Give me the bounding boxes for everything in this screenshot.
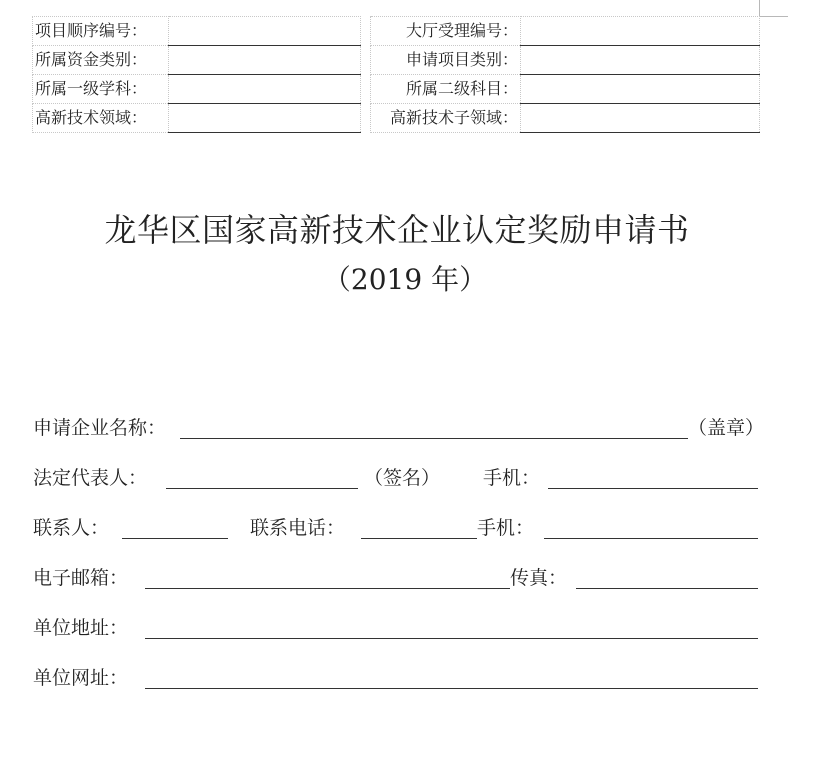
table-row: [33, 46, 760, 75]
page-corner-mark-vertical: [759, 0, 760, 16]
project-category-field[interactable]: [521, 46, 760, 75]
contact-person-field[interactable]: [122, 538, 228, 539]
hitech-domain-label: 高新技术领域：: [33, 104, 169, 133]
project-info-table: [32, 16, 760, 133]
table-row: [33, 75, 760, 104]
contact-person-label: 联系人：: [33, 517, 110, 539]
table-row: [33, 104, 760, 133]
fax-field[interactable]: [576, 588, 758, 589]
hall-acceptance-number-label: 大厅受理编号：: [371, 17, 521, 46]
signature-note: （签名）: [364, 467, 441, 489]
legal-rep-mobile-field[interactable]: [548, 488, 758, 489]
fund-category-field[interactable]: [169, 46, 361, 75]
website-label: 单位网址：: [33, 667, 129, 689]
hitech-subdomain-label: 高新技术子领域：: [371, 104, 521, 133]
address-field[interactable]: [145, 638, 758, 639]
contact-phone-field[interactable]: [361, 538, 477, 539]
project-seq-number-field[interactable]: [169, 17, 361, 46]
table-row: [33, 17, 760, 46]
company-name-field[interactable]: [180, 438, 688, 439]
hall-acceptance-number-field[interactable]: [521, 17, 760, 46]
company-name-label: 申请企业名称：: [33, 417, 167, 439]
contact-mobile-label: 手机：: [477, 517, 535, 539]
secondary-subject-field[interactable]: [521, 75, 760, 104]
primary-discipline-label: 所属一级学科：: [33, 75, 169, 104]
fax-label: 传真：: [510, 567, 568, 589]
project-category-label: 申请项目类别：: [371, 46, 521, 75]
seal-note: （盖章）: [688, 417, 765, 439]
secondary-subject-label: 所属二级科目：: [371, 75, 521, 104]
page-corner-mark-horizontal: [760, 16, 788, 17]
document-title: 龙华区国家高新技术企业认定奖励申请书: [104, 211, 690, 249]
hitech-subdomain-field[interactable]: [521, 104, 760, 133]
hitech-domain-field[interactable]: [169, 104, 361, 133]
primary-discipline-field[interactable]: [169, 75, 361, 104]
email-label: 电子邮箱：: [33, 567, 129, 589]
email-field[interactable]: [145, 588, 510, 589]
fund-category-label: 所属资金类别：: [33, 46, 169, 75]
project-seq-number-label: 项目顺序编号：: [33, 17, 169, 46]
legal-rep-mobile-label: 手机：: [483, 467, 541, 489]
contact-mobile-field[interactable]: [544, 538, 758, 539]
address-label: 单位地址：: [33, 617, 129, 639]
document-subtitle-year: （2019 年）: [322, 263, 488, 296]
website-field[interactable]: [145, 688, 758, 689]
contact-phone-label: 联系电话：: [250, 517, 346, 539]
legal-representative-label: 法定代表人：: [33, 467, 148, 489]
legal-representative-field[interactable]: [166, 488, 358, 489]
